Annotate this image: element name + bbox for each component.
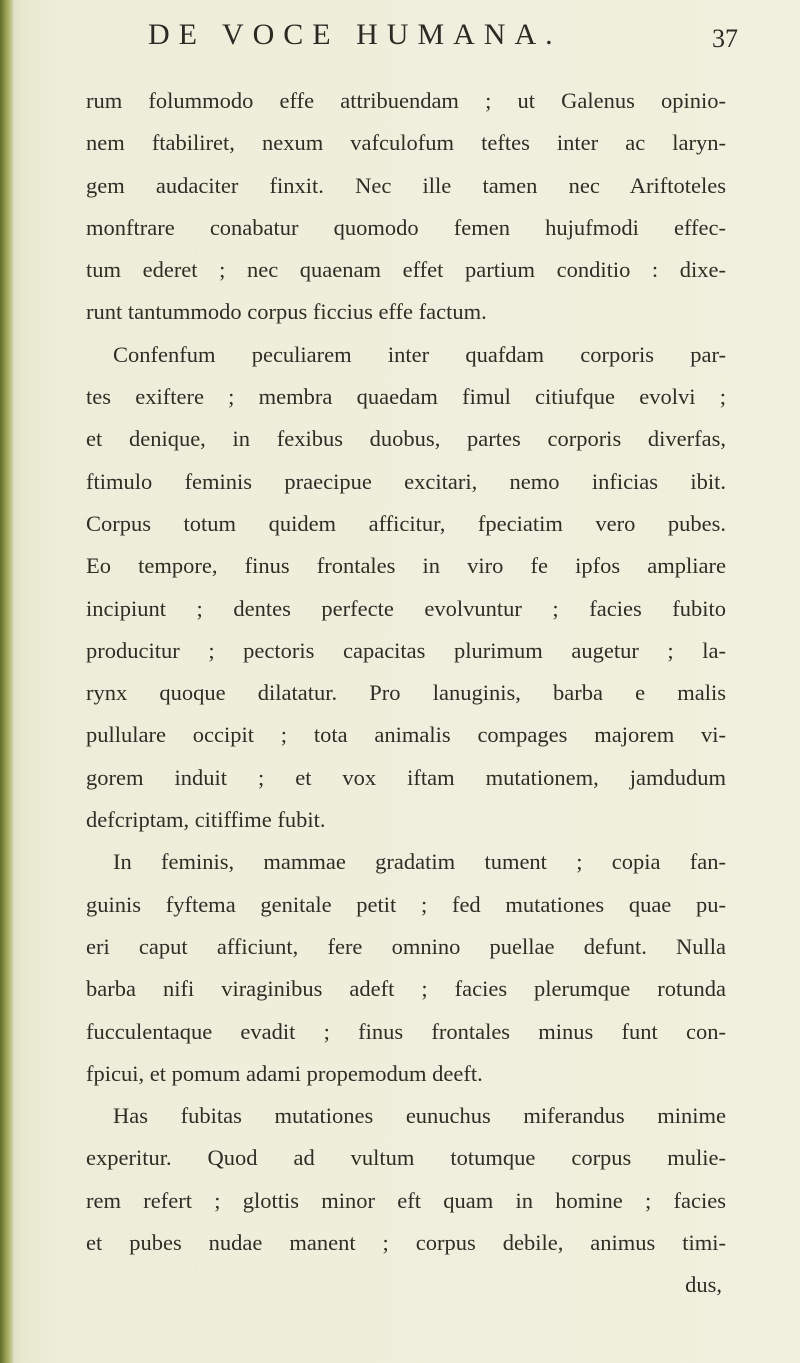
text-line: barba nifi viraginibus adeft ; facies plerumque rotunda [86, 976, 726, 1002]
text-line: defcriptam, citiffime fubit. [86, 807, 326, 833]
catchword: dus, [685, 1272, 722, 1298]
text-line: et pubes nudae manent ; corpus debile, animus timi- [86, 1230, 726, 1256]
book-spine-edge [0, 0, 14, 1363]
text-line: eri caput afficiunt, fere omnino puellae defunt. Nulla [86, 933, 726, 959]
text-line: et denique, in fexibus duobus, partes corporis diverfas, [86, 426, 726, 452]
text-line: Corpus totum quidem afficitur, fpeciatim vero pubes. [86, 510, 726, 536]
text-line: fpicui, et pomum adami propemodum deeft. [86, 1060, 483, 1086]
body-text [86, 80, 726, 1307]
text-line: fucculentaque evadit ; finus frontales minus funt con- [86, 1018, 726, 1044]
text-line: rynx quoque dilatatur. Pro lanuginis, barba e malis [86, 680, 726, 706]
text-line: pullulare occipit ; tota animalis compages majorem vi- [86, 722, 726, 748]
text-line: ftimulo feminis praecipue excitari, nemo inficias ibit. [86, 468, 726, 494]
text-line: producitur ; pectoris capacitas plurimum augetur ; la- [86, 637, 726, 663]
text-line: experitur. Quod ad vultum totumque corpus mulie- [86, 1145, 726, 1171]
text-line: monftrare conabatur quomodo femen hujufmodi effec- [86, 214, 726, 240]
running-title: DE VOCE HUMANA. [148, 18, 562, 51]
paragraph-first-line: In feminis, mammae gradatim tument ; copia fan- [113, 849, 726, 875]
text-line: gorem induit ; et vox iftam mutationem, jamdudum [86, 764, 726, 790]
text-line: rem refert ; glottis minor eft quam in homine ; facies [86, 1187, 726, 1213]
text-line: rum folummodo effe attribuendam ; ut Galenus opinio- [86, 88, 726, 113]
text-line: gem audaciter finxit. Nec ille tamen nec Ariftoteles [86, 172, 726, 198]
text-line: guinis fyftema genitale petit ; fed mutationes quae pu- [86, 891, 726, 917]
paragraph-first-line: Confenfum peculiarem inter quafdam corporis par- [113, 341, 726, 367]
paragraph-first-line: Has fubitas mutationes eunuchus miferandus minime [113, 1103, 726, 1129]
text-line: runt tantummodo corpus ficcius effe factum. [86, 299, 487, 325]
text-line: tum ederet ; nec quaenam effet partium conditio : dixe- [86, 257, 726, 283]
text-line: tes exiftere ; membra quaedam fimul citiufque evolvi ; [86, 384, 726, 410]
page-number: 37 [712, 24, 738, 53]
text-line: incipiunt ; dentes perfecte evolvuntur ; facies fubito [86, 595, 726, 621]
text-line: nem ftabiliret, nexum vafculofum teftes inter ac laryn- [86, 130, 726, 156]
text-line: Eo tempore, finus frontales in viro fe ipfos ampliare [86, 553, 726, 579]
